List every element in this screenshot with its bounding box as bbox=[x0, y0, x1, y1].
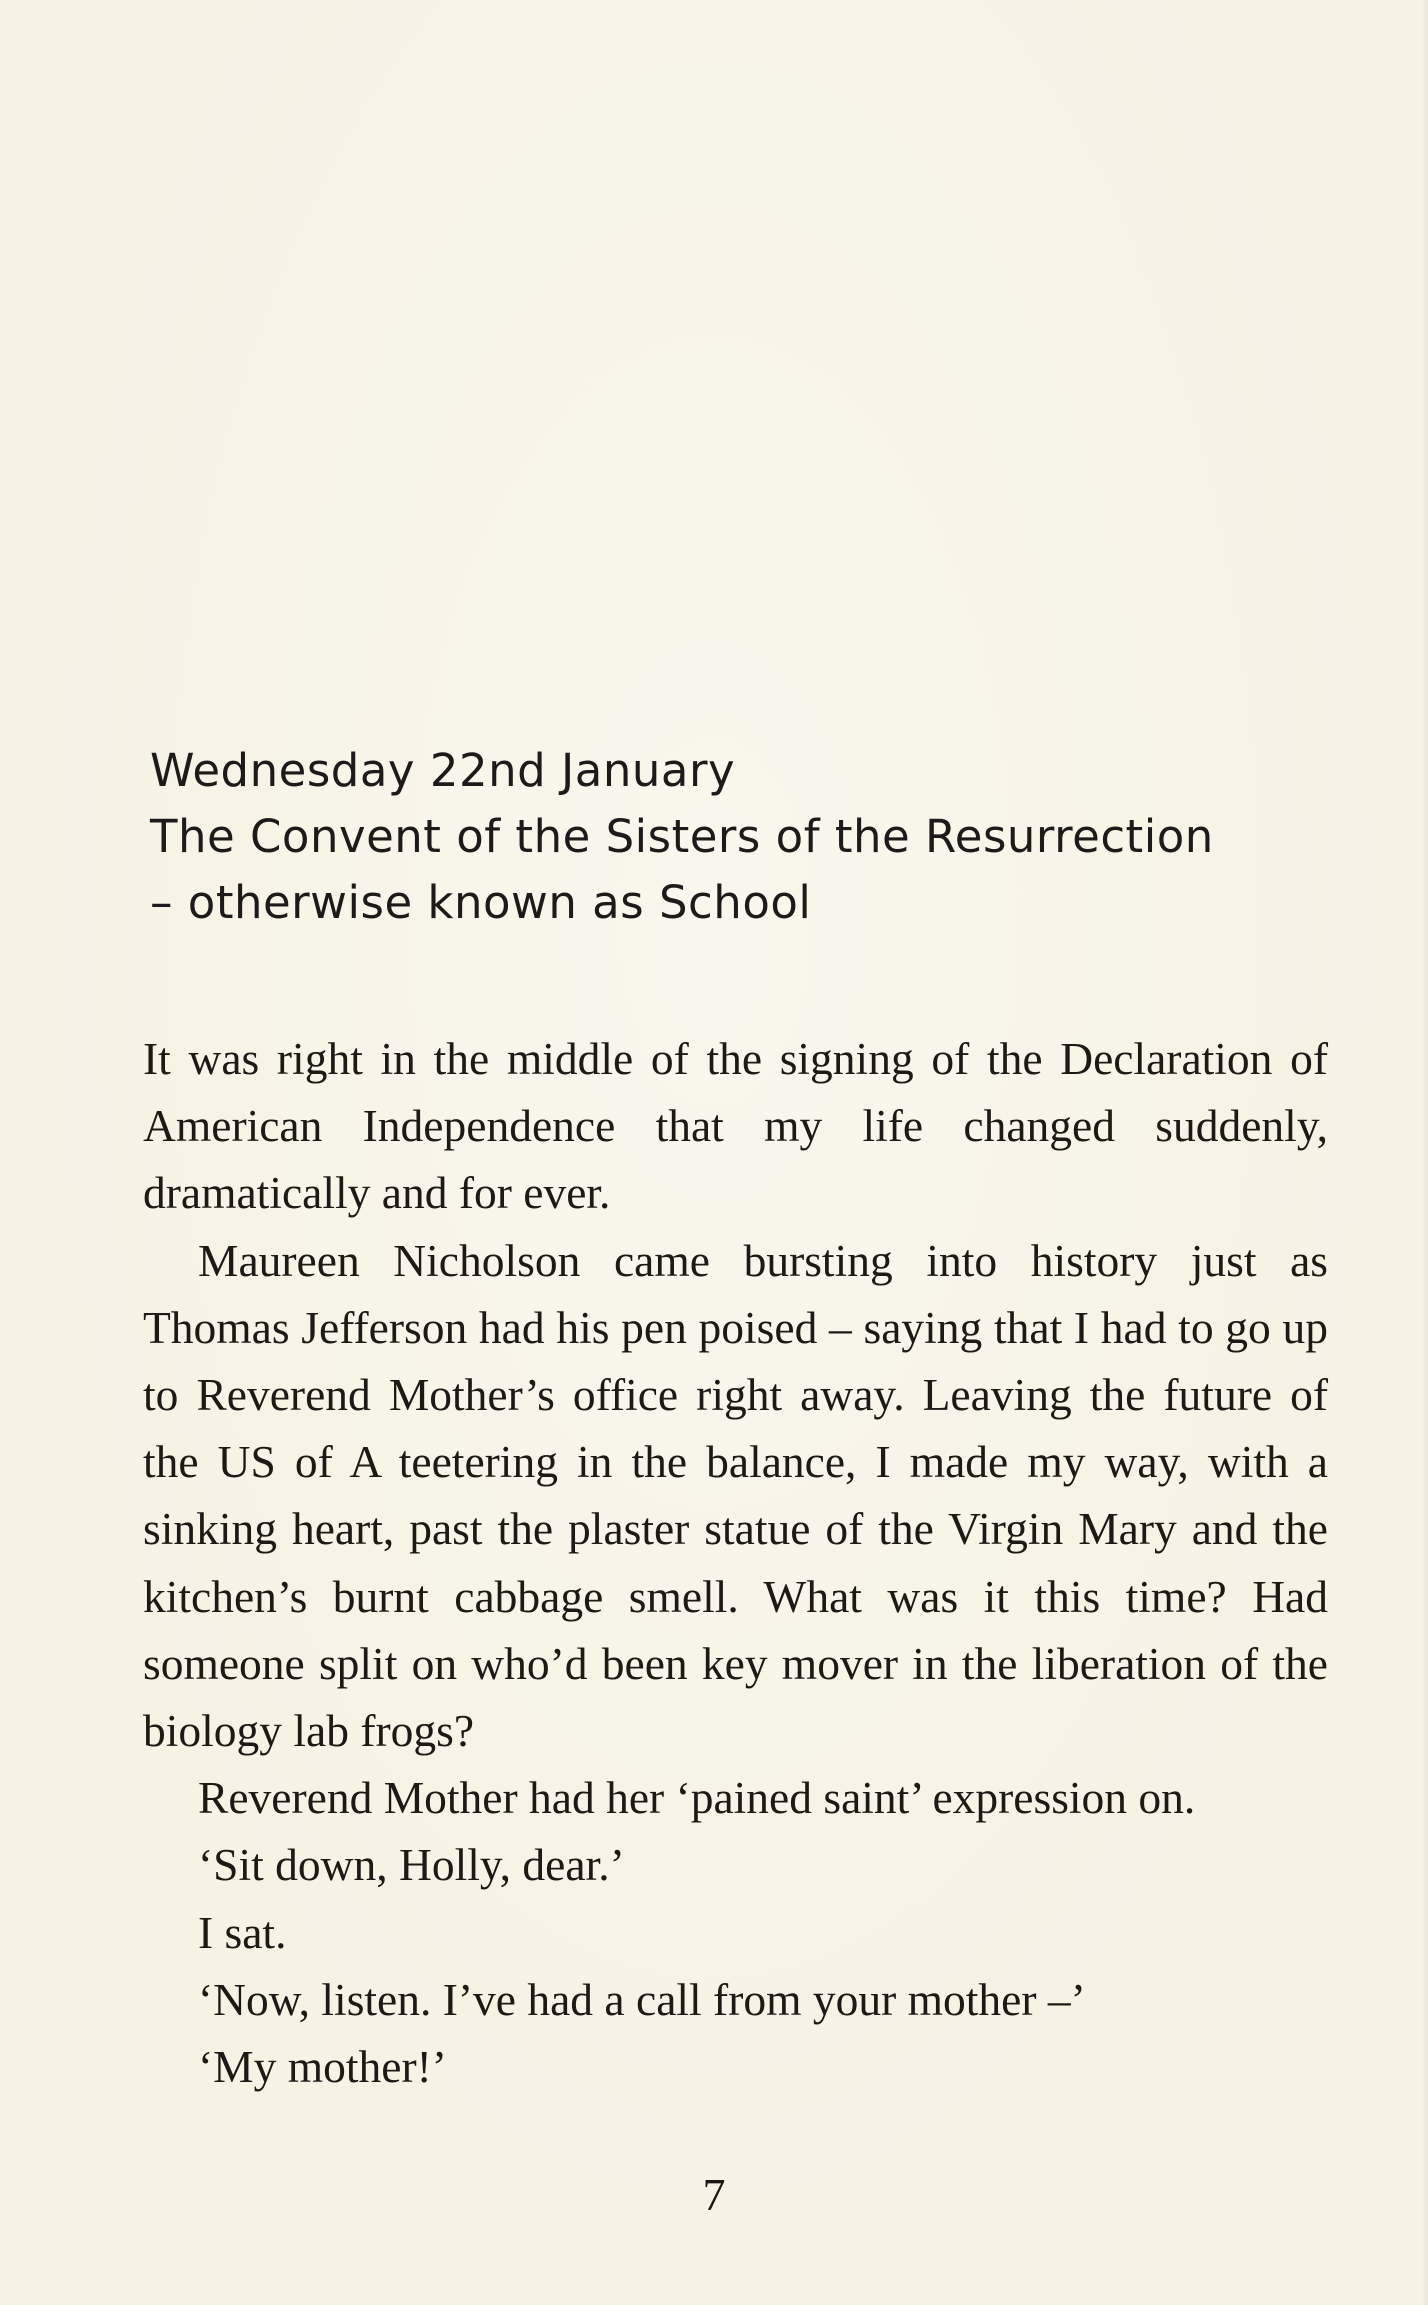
page-number: 7 bbox=[702, 2169, 726, 2220]
diary-entry-heading bbox=[150, 738, 1330, 936]
paragraph-3: Reverend Mother had her ‘pained saint’ expression on. bbox=[198, 1772, 1196, 1824]
paragraph-2: Maureen Nicholson came bursting into history just as Thomas Jefferson had his pen poised – saying that I had to go up to Reverend Mother’s office right away. Leaving the future of the US of A teetering in the balance, I made my way, with a sinking heart, past the plaster statue of the Virgin Mary and the kitchen’s burnt cabbage smell. What was it this time? Had someone split on who’d been key mover in the liberation of the biology lab frogs? bbox=[143, 1234, 1328, 1757]
page-edge-shadow bbox=[1422, 0, 1428, 2305]
paragraph-5: I sat. bbox=[198, 1906, 287, 1958]
paragraph-1: It was right in the middle of the signing of the Declaration of American Independence that my life changed suddenly, dramatically and for ever. bbox=[143, 1033, 1328, 1219]
entry-date: Wednesday 22nd January bbox=[150, 744, 736, 797]
entry-location-subtitle: – otherwise known as School bbox=[150, 876, 812, 929]
paragraph-6: ‘Now, listen. I’ve had a call from your mother –’ bbox=[198, 1973, 1086, 2025]
body-text bbox=[143, 1025, 1328, 2100]
paragraph-7: ‘My mother!’ bbox=[198, 2041, 447, 2093]
entry-location: The Convent of the Sisters of the Resurrection bbox=[150, 810, 1214, 863]
paragraph-4: ‘Sit down, Holly, dear.’ bbox=[198, 1839, 625, 1891]
